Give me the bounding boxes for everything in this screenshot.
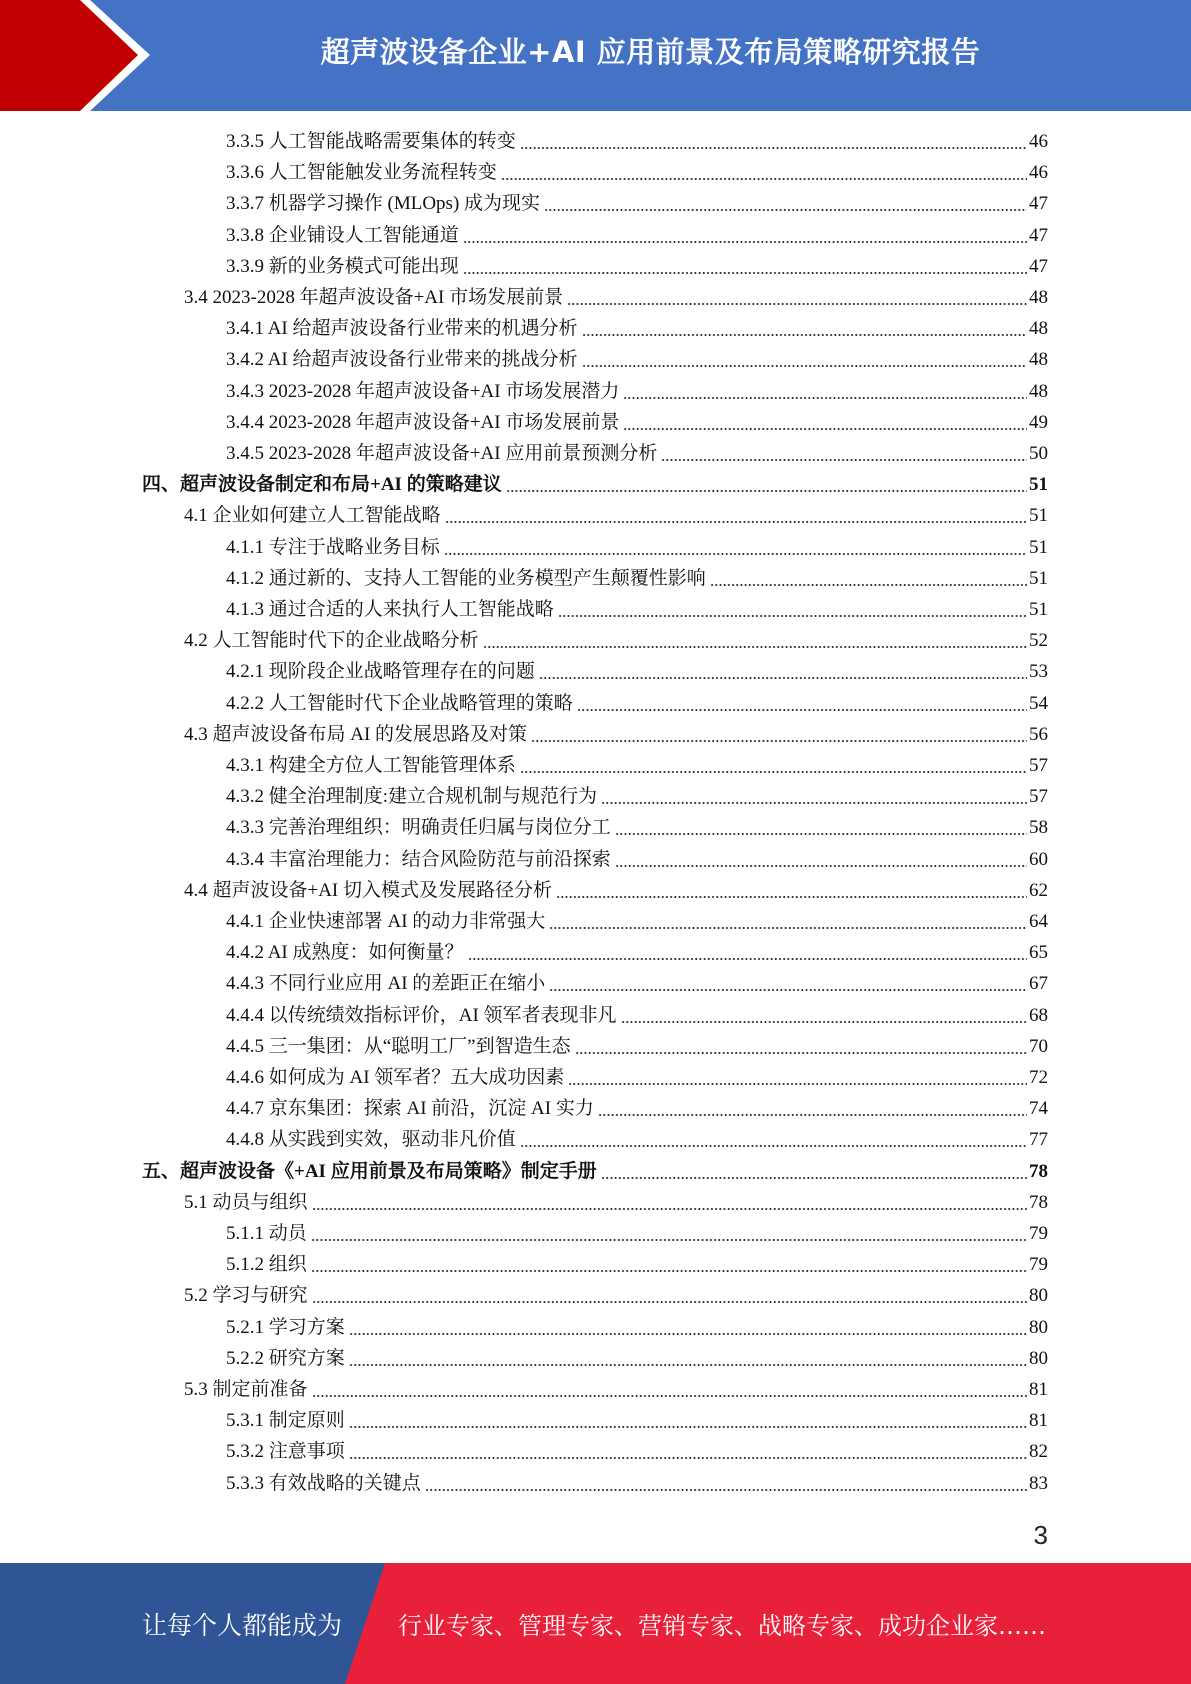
toc-entry-title: 4.2.2 人工智能时代下企业战略管理的策略 bbox=[226, 692, 573, 714]
toc-entry-page: 56 bbox=[1029, 723, 1048, 745]
toc-dot-leader bbox=[520, 1145, 1027, 1147]
toc-entry-title: 5.1.2 组织 bbox=[226, 1254, 307, 1276]
toc-subsection-entry[interactable] bbox=[226, 128, 1048, 154]
toc-dot-leader bbox=[501, 178, 1027, 180]
toc-subsection-entry[interactable] bbox=[226, 1002, 1048, 1028]
toc-chapter-entry[interactable] bbox=[142, 471, 1048, 497]
toc-entry-title: 5.3.1 制定原则 bbox=[226, 1410, 345, 1432]
toc-entry-title: 4.4.8 从实践到实效，驱动非凡价值 bbox=[226, 1129, 516, 1151]
toc-entry-title: 4.1 企业如何建立人工智能战略 bbox=[184, 505, 441, 527]
toc-dot-leader bbox=[312, 1395, 1027, 1397]
toc-entry-title: 3.4.3 2023-2028 年超声波设备+AI 市场发展潜力 bbox=[226, 380, 620, 402]
toc-entry-title: 4.3 超声波设备布局 AI 的发展思路及对策 bbox=[184, 723, 528, 745]
toc-entry-title: 5.2.1 学习方案 bbox=[226, 1316, 345, 1338]
toc-dot-leader bbox=[312, 1301, 1027, 1303]
toc-entry-page: 49 bbox=[1029, 411, 1048, 433]
toc-subsection-entry[interactable] bbox=[226, 1095, 1048, 1121]
toc-entry-page: 51 bbox=[1029, 599, 1048, 620]
toc-section-entry[interactable] bbox=[184, 284, 1048, 310]
toc-dot-leader bbox=[623, 397, 1027, 399]
toc-section-entry[interactable] bbox=[184, 627, 1048, 653]
toc-entry-title: 3.4.1 AI 给超声波设备行业带来的机遇分析 bbox=[226, 318, 578, 340]
toc-entry-title: 5.1 动员与组织 bbox=[184, 1191, 308, 1213]
toc-entry-title: 3.3.5 人工智能战略需要集体的转变 bbox=[226, 131, 516, 152]
toc-entry-title: 3.3.9 新的业务模式可能出现 bbox=[226, 255, 459, 277]
toc-dot-leader bbox=[349, 1457, 1027, 1459]
toc-dot-leader bbox=[463, 241, 1027, 243]
toc-entry-title: 五、超声波设备《+AI 应用前景及布局策略》制定手册 bbox=[142, 1160, 597, 1182]
toc-section-entry[interactable] bbox=[184, 502, 1048, 528]
toc-entry-page: 83 bbox=[1029, 1472, 1048, 1494]
toc-entry-page: 80 bbox=[1029, 1316, 1048, 1338]
toc-subsection-entry[interactable] bbox=[226, 1407, 1048, 1433]
toc-entry-title: 4.3.3 完善治理组织：明确责任归属与岗位分工 bbox=[226, 817, 611, 839]
toc-entry-page: 54 bbox=[1029, 692, 1048, 714]
toc-entry-page: 78 bbox=[1029, 1160, 1048, 1182]
toc-entry-page: 51 bbox=[1029, 567, 1048, 589]
toc-dot-leader bbox=[549, 989, 1027, 991]
toc-dot-leader bbox=[575, 1052, 1027, 1054]
toc-dot-leader bbox=[621, 1021, 1027, 1023]
toc-dot-leader bbox=[577, 709, 1027, 711]
toc-entry-title: 4.2 人工智能时代下的企业战略分析 bbox=[184, 630, 479, 652]
toc-entry-page: 48 bbox=[1029, 318, 1048, 340]
toc-dot-leader bbox=[661, 459, 1027, 461]
toc-subsection-entry[interactable] bbox=[226, 970, 1048, 996]
toc-entry-title: 5.3 制定前准备 bbox=[184, 1379, 308, 1400]
toc-dot-leader bbox=[483, 646, 1027, 648]
toc-dot-leader bbox=[444, 553, 1027, 555]
toc-dot-leader bbox=[531, 740, 1027, 742]
footer-slogan-right: 行业专家、管理专家、营销专家、战略专家、成功企业家…… bbox=[398, 1612, 1046, 1640]
toc-dot-leader bbox=[623, 428, 1027, 430]
toc-entry-page: 48 bbox=[1029, 380, 1048, 402]
toc-entry-title: 5.2.2 研究方案 bbox=[226, 1347, 345, 1369]
toc-dot-leader bbox=[598, 1114, 1027, 1116]
toc-dot-leader bbox=[312, 1208, 1027, 1210]
toc-entry-title: 4.4.1 企业快速部署 AI 的动力非常强大 bbox=[226, 911, 546, 932]
toc-entry-title: 4.3.2 健全治理制度:建立合规机制与规范行为 bbox=[226, 786, 598, 808]
toc-subsection-entry[interactable] bbox=[226, 1126, 1048, 1152]
footer-slogan-left: 让每个人都能成为 bbox=[142, 1610, 343, 1640]
toc-entry-title: 4.4 超声波设备+AI 切入模式及发展路径分析 bbox=[184, 879, 553, 901]
toc-entry-title: 4.1.3 通过合适的人来执行人工智能战略 bbox=[226, 599, 554, 620]
toc-dot-leader bbox=[349, 1426, 1027, 1428]
toc-entry-title: 4.1.1 专注于战略业务目标 bbox=[226, 536, 440, 558]
toc-entry-title: 3.4.2 AI 给超声波设备行业带来的挑战分析 bbox=[226, 349, 578, 371]
toc-entry-page: 81 bbox=[1029, 1379, 1048, 1400]
toc-subsection-entry[interactable] bbox=[226, 1033, 1048, 1059]
toc-dot-leader bbox=[311, 1239, 1027, 1241]
toc-entry-title: 3.3.8 企业铺设人工智能通道 bbox=[226, 224, 459, 246]
toc-subsection-entry[interactable] bbox=[226, 1470, 1048, 1496]
toc-subsection-entry[interactable] bbox=[226, 253, 1048, 279]
toc-entry-page: 80 bbox=[1029, 1347, 1048, 1369]
toc-entry-page: 82 bbox=[1029, 1441, 1048, 1463]
toc-subsection-entry[interactable] bbox=[226, 159, 1048, 185]
toc-dot-leader bbox=[615, 833, 1027, 835]
toc-subsection-entry[interactable] bbox=[226, 409, 1048, 435]
toc-entry-page: 57 bbox=[1029, 755, 1048, 776]
toc-entry-title: 4.3.4 丰富治理能力：结合风险防范与前沿探索 bbox=[226, 848, 611, 870]
toc-entry-page: 81 bbox=[1029, 1410, 1048, 1432]
toc-entry-title: 4.4.6 如何成为 AI 领军者？五大成功因素 bbox=[226, 1067, 565, 1088]
toc-subsection-entry[interactable] bbox=[226, 565, 1048, 591]
header-arrow-decoration bbox=[0, 0, 150, 111]
toc-entry-page: 46 bbox=[1029, 162, 1048, 184]
toc-entry-title: 四、超声波设备制定和布局+AI 的策略建议 bbox=[142, 474, 502, 496]
toc-subsection-entry[interactable] bbox=[226, 534, 1048, 560]
toc-subsection-entry[interactable] bbox=[226, 658, 1048, 684]
toc-subsection-entry[interactable] bbox=[226, 315, 1048, 341]
toc-entry-page: 51 bbox=[1029, 474, 1048, 496]
toc-dot-leader bbox=[468, 958, 1027, 960]
toc-subsection-entry[interactable] bbox=[226, 596, 1048, 622]
toc-subsection-entry[interactable] bbox=[226, 1438, 1048, 1464]
toc-section-entry[interactable] bbox=[184, 877, 1048, 903]
toc-entry-page: 51 bbox=[1029, 505, 1048, 527]
toc-dot-leader bbox=[568, 1083, 1027, 1085]
toc-subsection-entry[interactable] bbox=[226, 1345, 1048, 1371]
toc-subsection-entry[interactable] bbox=[226, 752, 1048, 778]
toc-entry-title: 3.3.6 人工智能触发业务流程转变 bbox=[226, 162, 497, 184]
toc-dot-leader bbox=[567, 303, 1027, 305]
toc-subsection-entry[interactable] bbox=[226, 846, 1048, 872]
toc-entry-title: 5.1.1 动员 bbox=[226, 1223, 307, 1244]
report-title: 超声波设备企业+AI 应用前景及布局策略研究报告 bbox=[320, 34, 981, 69]
toc-dot-leader bbox=[539, 677, 1027, 679]
toc-dot-leader bbox=[615, 865, 1027, 867]
toc-dot-leader bbox=[445, 521, 1027, 523]
toc-entry-title: 3.4.4 2023-2028 年超声波设备+AI 市场发展前景 bbox=[226, 411, 620, 433]
toc-entry-page: 48 bbox=[1029, 287, 1048, 308]
toc-entry-title: 4.4.3 不同行业应用 AI 的差距正在缩小 bbox=[226, 973, 546, 995]
toc-dot-leader bbox=[601, 802, 1027, 804]
toc-entry-page: 74 bbox=[1029, 1098, 1048, 1120]
toc-entry-page: 51 bbox=[1029, 536, 1048, 558]
toc-dot-leader bbox=[558, 615, 1027, 617]
toc-entry-title: 5.2 学习与研究 bbox=[184, 1285, 308, 1307]
toc-dot-leader bbox=[349, 1364, 1027, 1366]
toc-dot-leader bbox=[582, 334, 1027, 336]
toc-dot-leader bbox=[710, 584, 1027, 586]
toc-chapter-entry[interactable] bbox=[142, 1158, 1048, 1184]
toc-subsection-entry[interactable] bbox=[226, 1220, 1048, 1246]
toc-entry-page: 79 bbox=[1029, 1254, 1048, 1276]
footer-banner bbox=[0, 1563, 1191, 1684]
toc-entry-title: 4.1.2 通过新的、支持人工智能的业务模型产生颠覆性影响 bbox=[226, 567, 706, 589]
page-number: 3 bbox=[1033, 1520, 1048, 1550]
toc-entry-title: 4.4.4 以传统绩效指标评价，AI 领军者表现非凡 bbox=[226, 1004, 617, 1026]
toc-subsection-entry[interactable] bbox=[226, 939, 1048, 965]
toc-entry-page: 78 bbox=[1029, 1191, 1048, 1213]
toc-dot-leader bbox=[544, 209, 1027, 211]
toc-dot-leader bbox=[506, 490, 1027, 492]
toc-entry-page: 52 bbox=[1029, 630, 1048, 652]
toc-entry-page: 77 bbox=[1029, 1129, 1048, 1151]
toc-entry-page: 64 bbox=[1029, 911, 1048, 932]
toc-entry-page: 48 bbox=[1029, 349, 1048, 371]
toc-subsection-entry[interactable] bbox=[226, 690, 1048, 716]
toc-dot-leader bbox=[520, 771, 1027, 773]
toc-entry-title: 5.3.3 有效战略的关键点 bbox=[226, 1472, 421, 1494]
toc-entry-page: 46 bbox=[1029, 131, 1048, 152]
toc-dot-leader bbox=[425, 1489, 1027, 1491]
toc-section-entry[interactable] bbox=[184, 1189, 1048, 1215]
toc-subsection-entry[interactable] bbox=[226, 814, 1048, 840]
toc-entry-title: 4.4.5 三一集团：从“聪明工厂”到智造生态 bbox=[226, 1035, 571, 1057]
toc-entry-title: 5.3.2 注意事项 bbox=[226, 1441, 345, 1463]
toc-entry-page: 57 bbox=[1029, 786, 1048, 808]
toc-entry-title: 3.4 2023-2028 年超声波设备+AI 市场发展前景 bbox=[184, 287, 564, 308]
toc-dot-leader bbox=[582, 365, 1027, 367]
toc-entry-page: 47 bbox=[1029, 224, 1048, 246]
toc-entry-page: 68 bbox=[1029, 1004, 1048, 1026]
toc-entry-title: 4.4.2 AI 成熟度：如何衡量？ bbox=[226, 942, 464, 964]
toc-subsection-entry[interactable] bbox=[226, 1064, 1048, 1090]
toc-entry-page: 70 bbox=[1029, 1035, 1048, 1057]
toc-dot-leader bbox=[549, 927, 1027, 929]
toc-subsection-entry[interactable] bbox=[226, 783, 1048, 809]
toc-section-entry[interactable] bbox=[184, 1376, 1048, 1402]
toc-entry-page: 58 bbox=[1029, 817, 1048, 839]
toc-dot-leader bbox=[463, 272, 1027, 274]
toc-subsection-entry[interactable] bbox=[226, 440, 1048, 466]
toc-entry-title: 4.2.1 现阶段企业战略管理存在的问题 bbox=[226, 661, 535, 683]
toc-subsection-entry[interactable] bbox=[226, 908, 1048, 934]
toc-dot-leader bbox=[349, 1333, 1027, 1335]
toc-subsection-entry[interactable] bbox=[226, 190, 1048, 216]
toc-entry-page: 47 bbox=[1029, 255, 1048, 277]
toc-entry-title: 3.3.7 机器学习操作 (MLOps) 成为现实 bbox=[226, 193, 541, 215]
toc-entry-page: 47 bbox=[1029, 193, 1048, 215]
toc-dot-leader bbox=[311, 1270, 1027, 1272]
toc-section-entry[interactable] bbox=[184, 1282, 1048, 1308]
header-banner bbox=[0, 0, 1191, 111]
toc-subsection-entry[interactable] bbox=[226, 1314, 1048, 1340]
toc-entry-page: 60 bbox=[1029, 848, 1048, 870]
toc-subsection-entry[interactable] bbox=[226, 1251, 1048, 1277]
toc-dot-leader bbox=[556, 896, 1027, 898]
toc-entry-title: 4.3.1 构建全方位人工智能管理体系 bbox=[226, 755, 516, 776]
toc-section-entry[interactable] bbox=[184, 721, 1048, 747]
toc-subsection-entry[interactable] bbox=[226, 378, 1048, 404]
toc-entry-page: 62 bbox=[1029, 879, 1048, 901]
toc-entry-page: 80 bbox=[1029, 1285, 1048, 1307]
toc-entry-page: 65 bbox=[1029, 942, 1048, 964]
toc-dot-leader bbox=[520, 147, 1027, 149]
toc-subsection-entry[interactable] bbox=[226, 222, 1048, 248]
toc-entry-page: 53 bbox=[1029, 661, 1048, 683]
toc-subsection-entry[interactable] bbox=[226, 346, 1048, 372]
toc-entry-title: 3.4.5 2023-2028 年超声波设备+AI 应用前景预测分析 bbox=[226, 443, 658, 464]
toc-entry-page: 67 bbox=[1029, 973, 1048, 995]
toc-entry-title: 4.4.7 京东集团：探索 AI 前沿，沉淀 AI 实力 bbox=[226, 1098, 594, 1120]
toc-entry-page: 50 bbox=[1029, 443, 1048, 464]
toc-dot-leader bbox=[601, 1177, 1027, 1179]
toc-entry-page: 79 bbox=[1029, 1223, 1048, 1244]
toc-entry-page: 72 bbox=[1029, 1067, 1048, 1088]
